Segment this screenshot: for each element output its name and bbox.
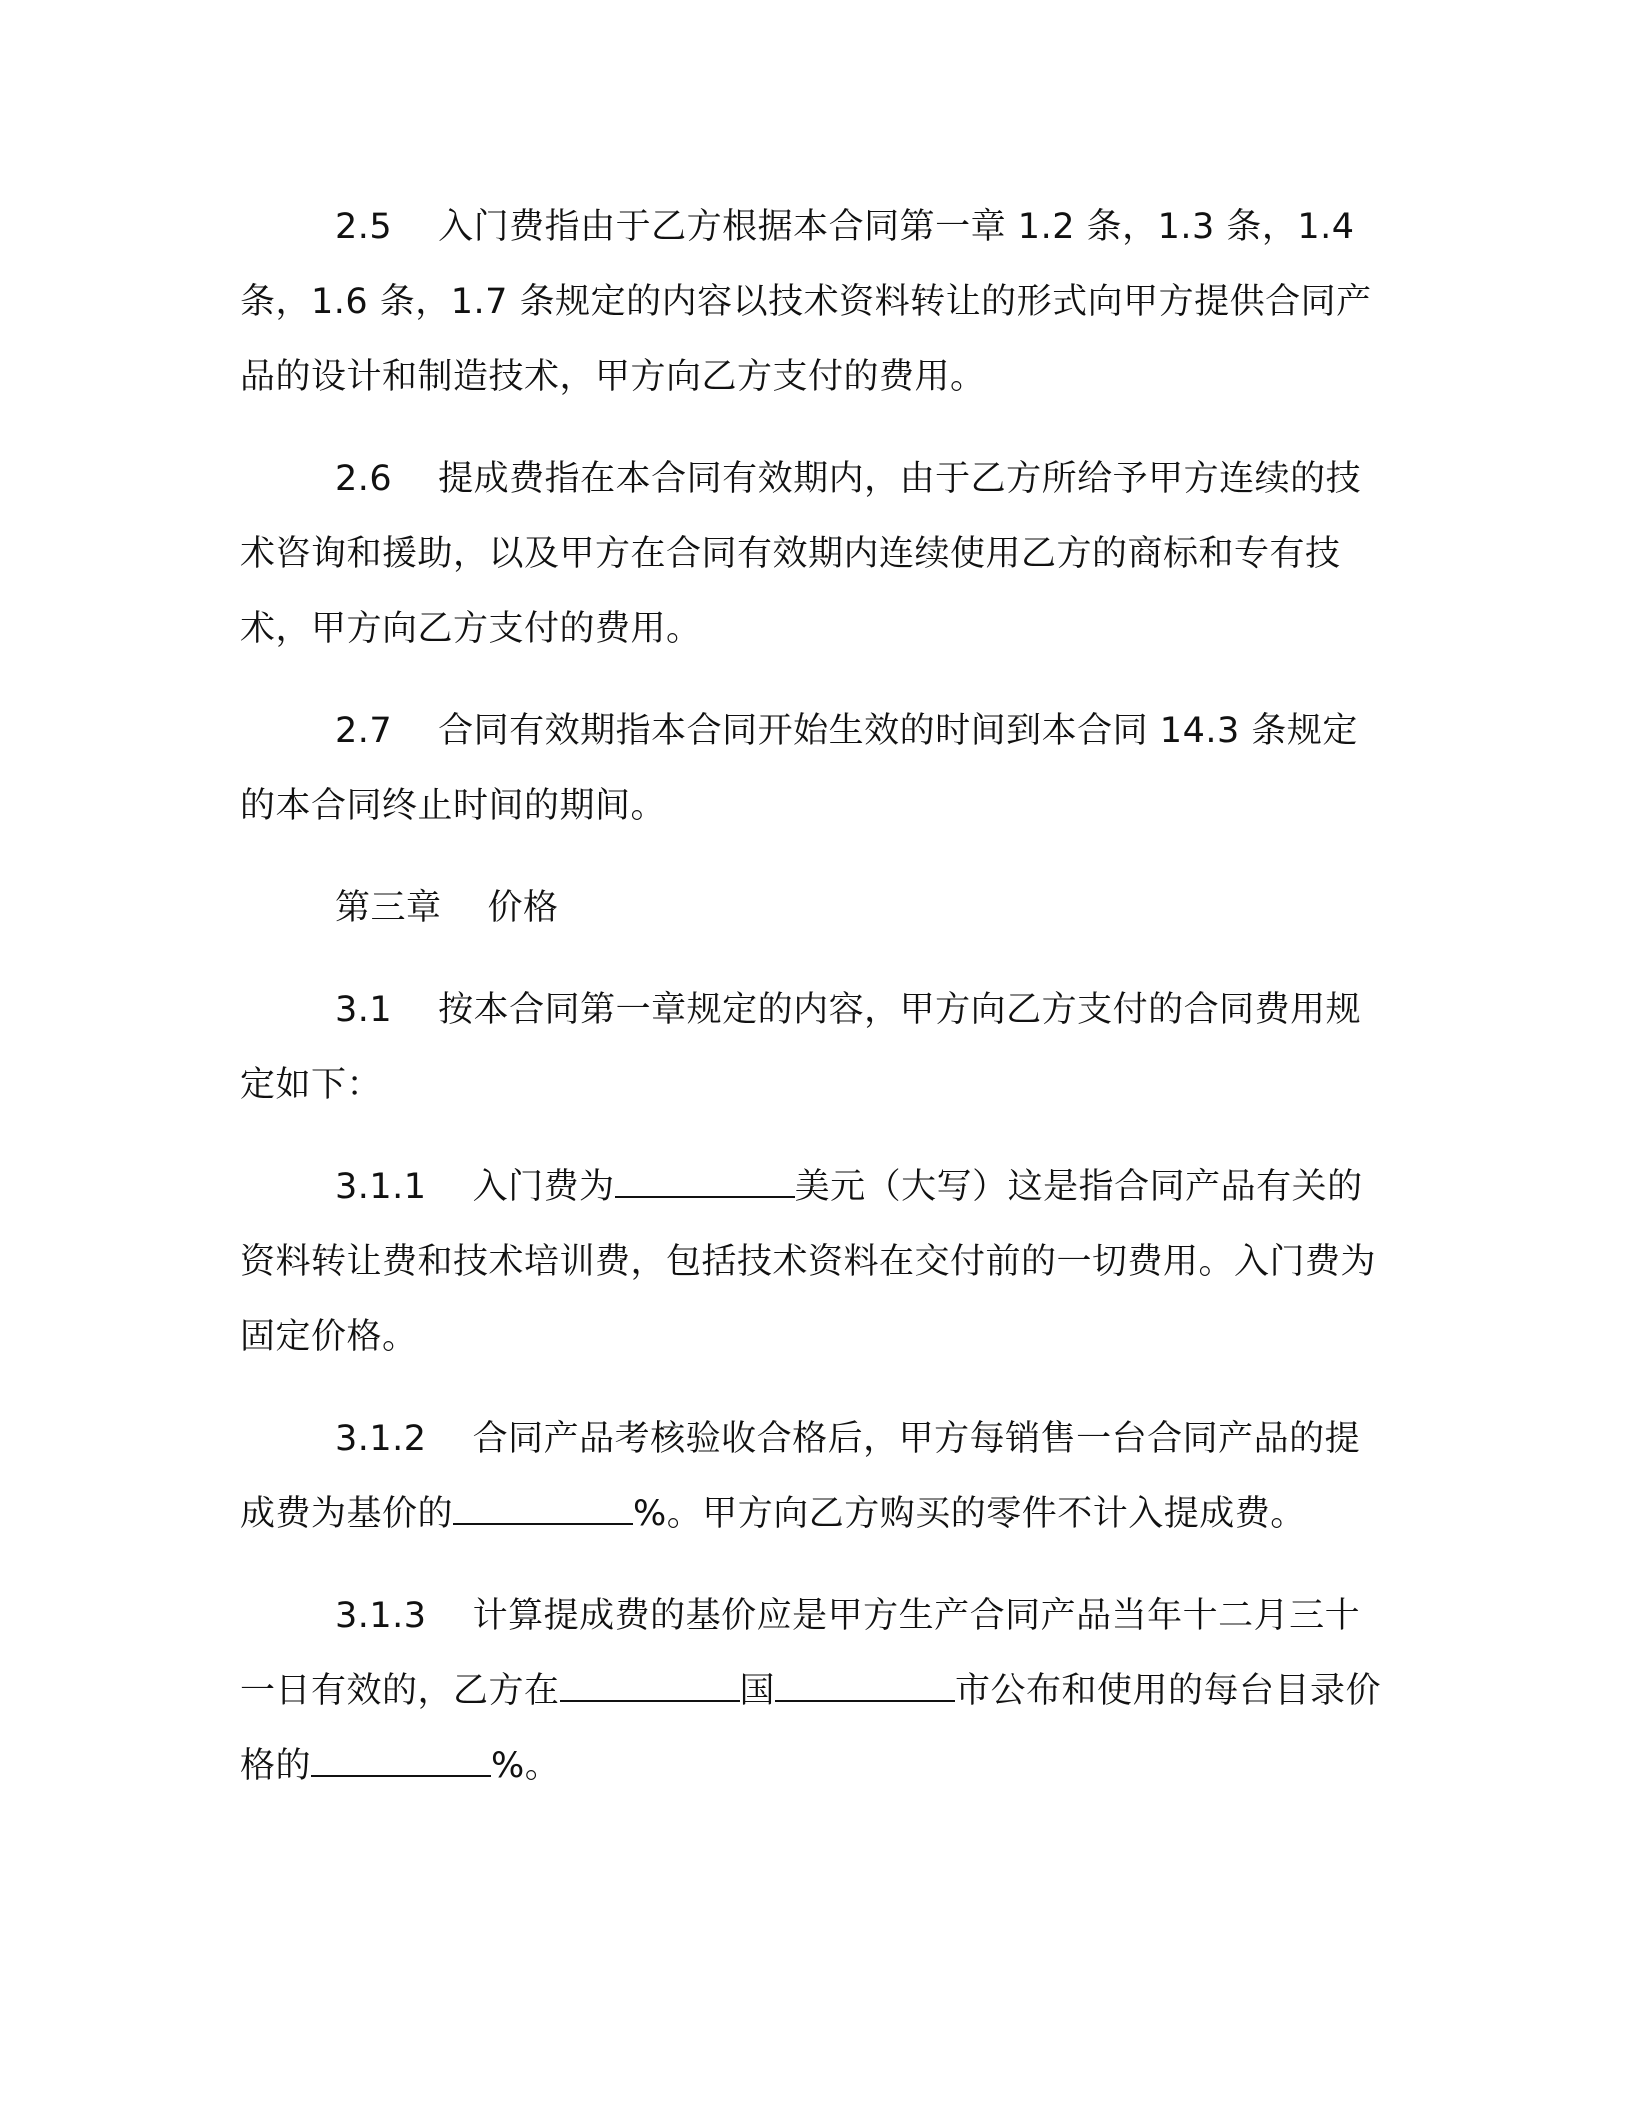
clause-number: 3.1.3 (335, 1596, 427, 1636)
clause-3-1-1 (240, 1150, 1390, 1375)
clause-text: 国 (739, 1671, 776, 1711)
clause-number: 2.6 (335, 459, 393, 499)
clause-text: 入门费为 (472, 1167, 615, 1207)
clause-number: 3.1.2 (335, 1419, 427, 1459)
clause-number: 2.7 (335, 711, 393, 751)
fill-in-blank[interactable] (311, 1745, 491, 1777)
clause-2-5 (240, 190, 1390, 415)
document-body (240, 190, 1390, 1831)
chapter-title: 价格 (487, 888, 559, 928)
clause-text: 合同产品考核验收合格后，甲方每销售一台合同产品的提成费为基价的 (240, 1419, 1361, 1534)
clause-2-6 (240, 442, 1390, 667)
clause-number: 3.1.1 (335, 1167, 427, 1207)
clause-3-1-3 (240, 1579, 1390, 1804)
clause-3-1-2 (240, 1402, 1390, 1552)
fill-in-blank[interactable] (775, 1670, 955, 1702)
clause-text: 美元（大写）这是指合同产品有关的资料转让费和技术培训费，包括技术资料在交付前的一切费用。入门费为固定价格。 (240, 1167, 1377, 1357)
fill-in-blank[interactable] (615, 1166, 795, 1198)
clause-text: 提成费指在本合同有效期内，由于乙方所给予甲方连续的技术咨询和援助，以及甲方在合同有效期内连续使用乙方的商标和专有技术，甲方向乙方支付的费用。 (240, 459, 1362, 649)
clause-number: 2.5 (335, 207, 393, 247)
clause-text: %。甲方向乙方购买的零件不计入提成费。 (633, 1494, 1306, 1534)
clause-2-7 (240, 694, 1390, 844)
fill-in-blank[interactable] (560, 1670, 740, 1702)
clause-text: 入门费指由于乙方根据本合同第一章 1.2 条，1.3 条，1.4 条，1.6 条，1.7 条规定的内容以技术资料转让的形式向甲方提供合同产品的设计和制造技术，甲方向乙方支付的费用。 (240, 207, 1372, 397)
fill-in-blank[interactable] (453, 1493, 633, 1525)
clause-text: 合同有效期指本合同开始生效的时间到本合同 14.3 条规定的本合同终止时间的期间。 (240, 711, 1358, 826)
clause-text: 计算提成费的基价应是甲方生产合同产品当年十二月三十一日有效的，乙方在 (240, 1596, 1361, 1711)
chapter-number: 第三章 (335, 888, 442, 928)
clause-number: 3.1 (335, 990, 393, 1030)
clause-text: 市公布和使用的每台目录价格的 (240, 1671, 1382, 1786)
clause-text: %。 (491, 1746, 561, 1786)
clause-3-1 (240, 973, 1390, 1123)
clause-text: 按本合同第一章规定的内容，甲方向乙方支付的合同费用规定如下： (240, 990, 1362, 1105)
chapter-heading (240, 871, 1390, 946)
